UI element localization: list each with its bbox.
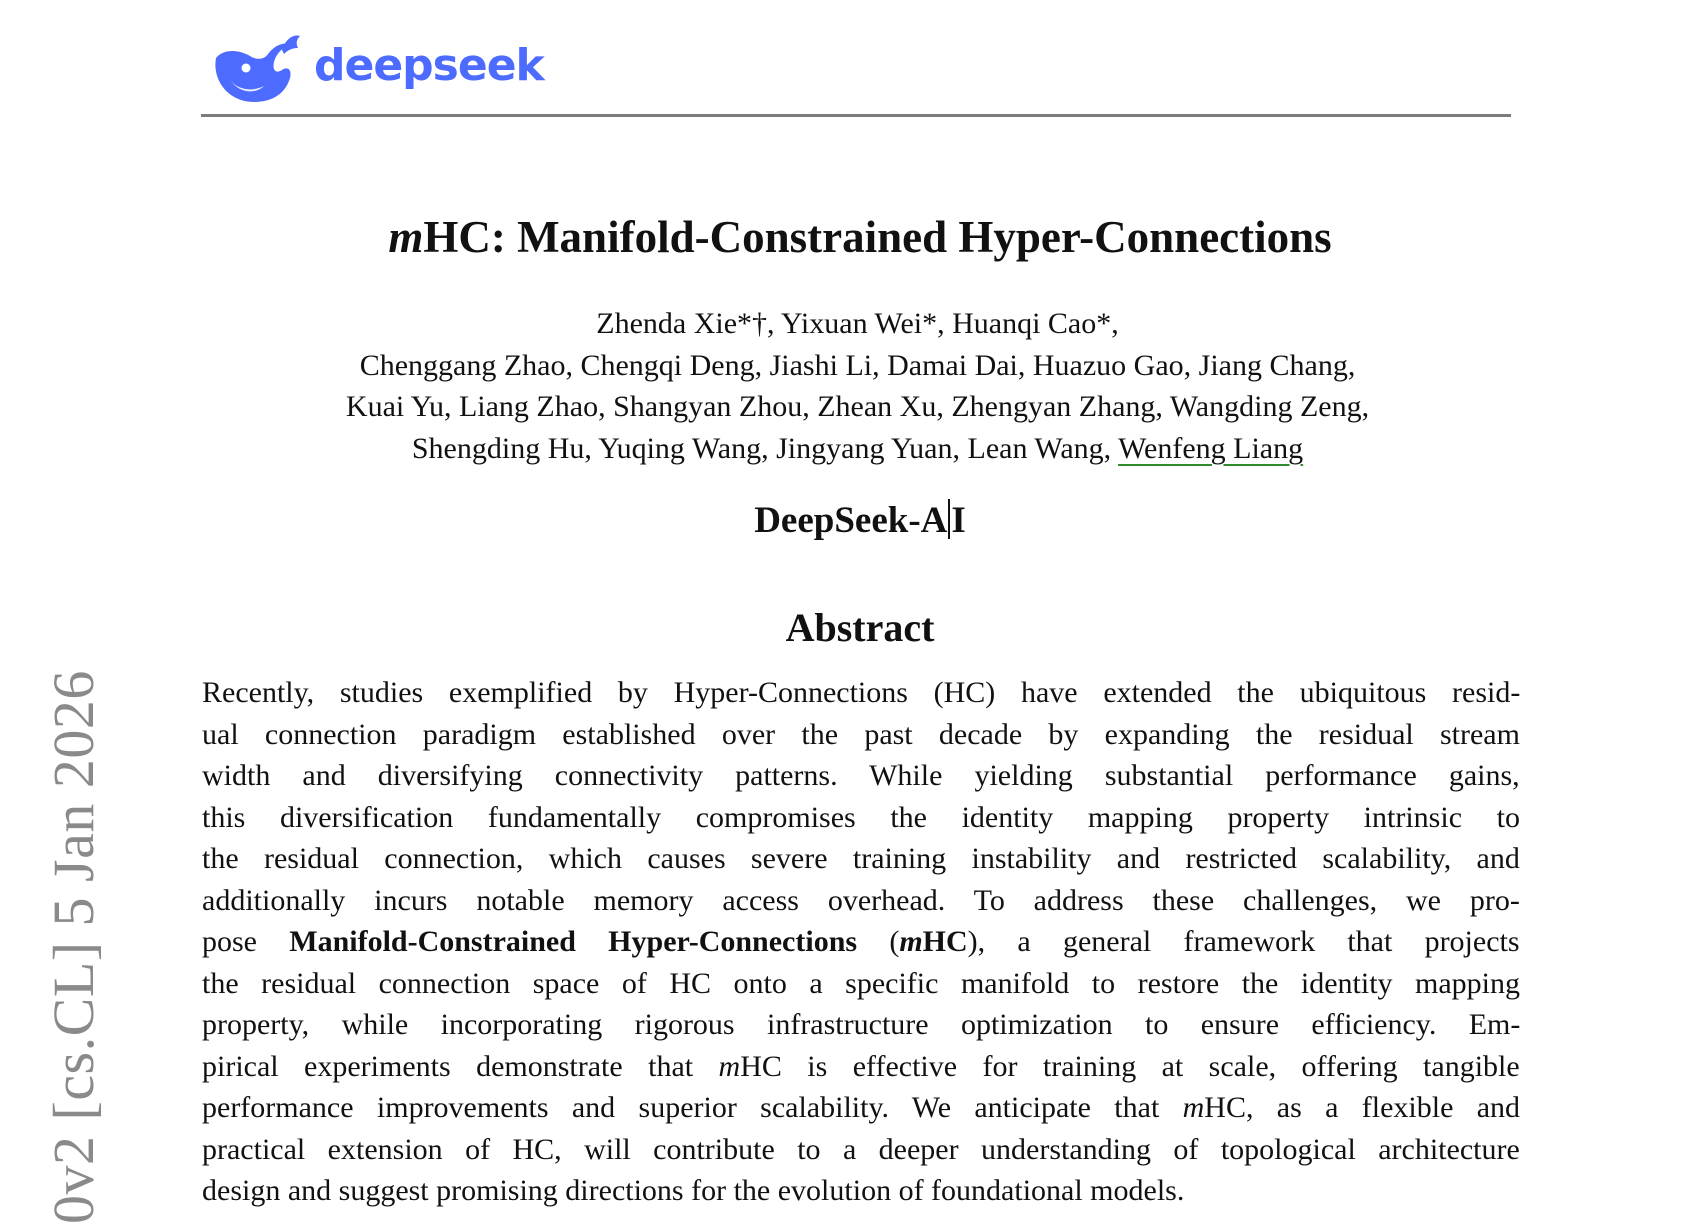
abstract-text-run: HC is effective for training at scale, offering tangible (740, 1049, 1520, 1083)
abstract-line (202, 755, 1520, 797)
abstract-line-text: the residual connection, which causes severe training instability and restricted scalability, and (202, 842, 1520, 875)
affiliation[interactable] (0, 497, 1700, 545)
abstract-text-run: performance improvements and superior scalability. We anticipate that (202, 1091, 1183, 1124)
abstract-line-text: property, while incorporating rigorous infrastructure optimization to ensure efficiency. Em- (202, 1008, 1521, 1041)
header-divider (201, 114, 1511, 117)
abstract-line (202, 1170, 1520, 1212)
logo-wordmark: deepseek (314, 39, 544, 91)
abstract-line-text: width and diversifying connectivity patterns. While yielding substantial performance gains, (202, 759, 1520, 792)
paper-title (0, 210, 1700, 264)
author-line-3: Kuai Yu, Liang Zhao, Shangyan Zhou, Zhean Xu, Zhengyan Zhang, Wangding Zeng, (345, 390, 1370, 423)
deepseek-logo (206, 26, 544, 110)
abstract-line-text (202, 1087, 1520, 1129)
abstract-line (202, 880, 1520, 922)
abstract-line-text: design and suggest promising directions for the evolution of foundational models. (202, 1174, 1185, 1207)
abstract-line (202, 838, 1520, 880)
author-line-1: Zhenda Xie*†, Yixuan Wei*, Huanqi Cao*, (596, 307, 1119, 340)
abstract-text-run: ( (857, 925, 900, 958)
whale-icon (206, 30, 302, 106)
affiliation-text-b: I (951, 500, 966, 541)
abstract-line (202, 672, 1520, 714)
method-abbrev-bold: HC (922, 925, 968, 958)
abstract-line (202, 963, 1520, 1005)
italic-m: m (718, 1049, 741, 1083)
abstract-heading: Abstract (785, 605, 935, 650)
abstract-line (202, 921, 1520, 963)
affiliation-text-a: DeepSeek-A (754, 500, 948, 541)
abstract-line (202, 1004, 1520, 1046)
author-list (200, 303, 1515, 469)
abstract-text-run: pose (202, 925, 290, 958)
abstract-line-text: ual connection paradigm established over the past decade by expanding the residual stream (202, 717, 1520, 751)
title-text: HC: Manifold-Constrained Hyper-Connections (423, 212, 1332, 262)
author-link-wenfeng-liang[interactable]: Wenfeng Liang (1118, 431, 1304, 465)
abstract-text-run: pirical experiments demonstrate that (202, 1049, 719, 1083)
arxiv-identifier: 0v2 [cs.CL] 5 Jan 2026 (41, 670, 106, 1224)
title-italic-m: m (388, 212, 424, 262)
abstract-line (202, 797, 1520, 839)
abstract-line-text: additionally incurs notable memory access overhead. To address these challenges, we pro- (202, 883, 1520, 917)
abstract-line-text (202, 1046, 1520, 1088)
author-line-2: Chenggang Zhao, Chengqi Deng, Jiashi Li, Damai Dai, Huazuo Gao, Jiang Chang, (359, 348, 1356, 382)
abstract-text-run: HC, as a flexible and (1204, 1091, 1521, 1124)
abstract-line (202, 1087, 1520, 1129)
abstract-line-text (202, 921, 1520, 963)
abstract-text-run: ), a general framework that projects (967, 925, 1520, 958)
abstract-line (202, 1129, 1520, 1171)
author-line-4 (200, 428, 1515, 470)
method-abbrev-italic-m: m (899, 925, 923, 958)
italic-m: m (1182, 1091, 1205, 1124)
abstract-body (202, 672, 1520, 1212)
abstract-line-text: this diversification fundamentally compromises the identity mapping property intrinsic to (202, 800, 1520, 834)
author-line-4-text: Shengding Hu, Yuqing Wang, Jingyang Yuan, Lean Wang, (411, 431, 1119, 465)
method-name-bold: Manifold-Constrained Hyper-Connections (289, 925, 858, 958)
abstract-line (202, 714, 1520, 756)
abstract-line-text: the residual connection space of HC onto a specific manifold to restore the identity mapping (202, 966, 1521, 1000)
abstract-line-text: Recently, studies exemplified by Hyper-Connections (HC) have extended the ubiquitous resid- (202, 676, 1521, 709)
abstract-line (202, 1046, 1520, 1088)
abstract-line-text: practical extension of HC, will contribute to a deeper understanding of topological architecture (202, 1132, 1520, 1166)
